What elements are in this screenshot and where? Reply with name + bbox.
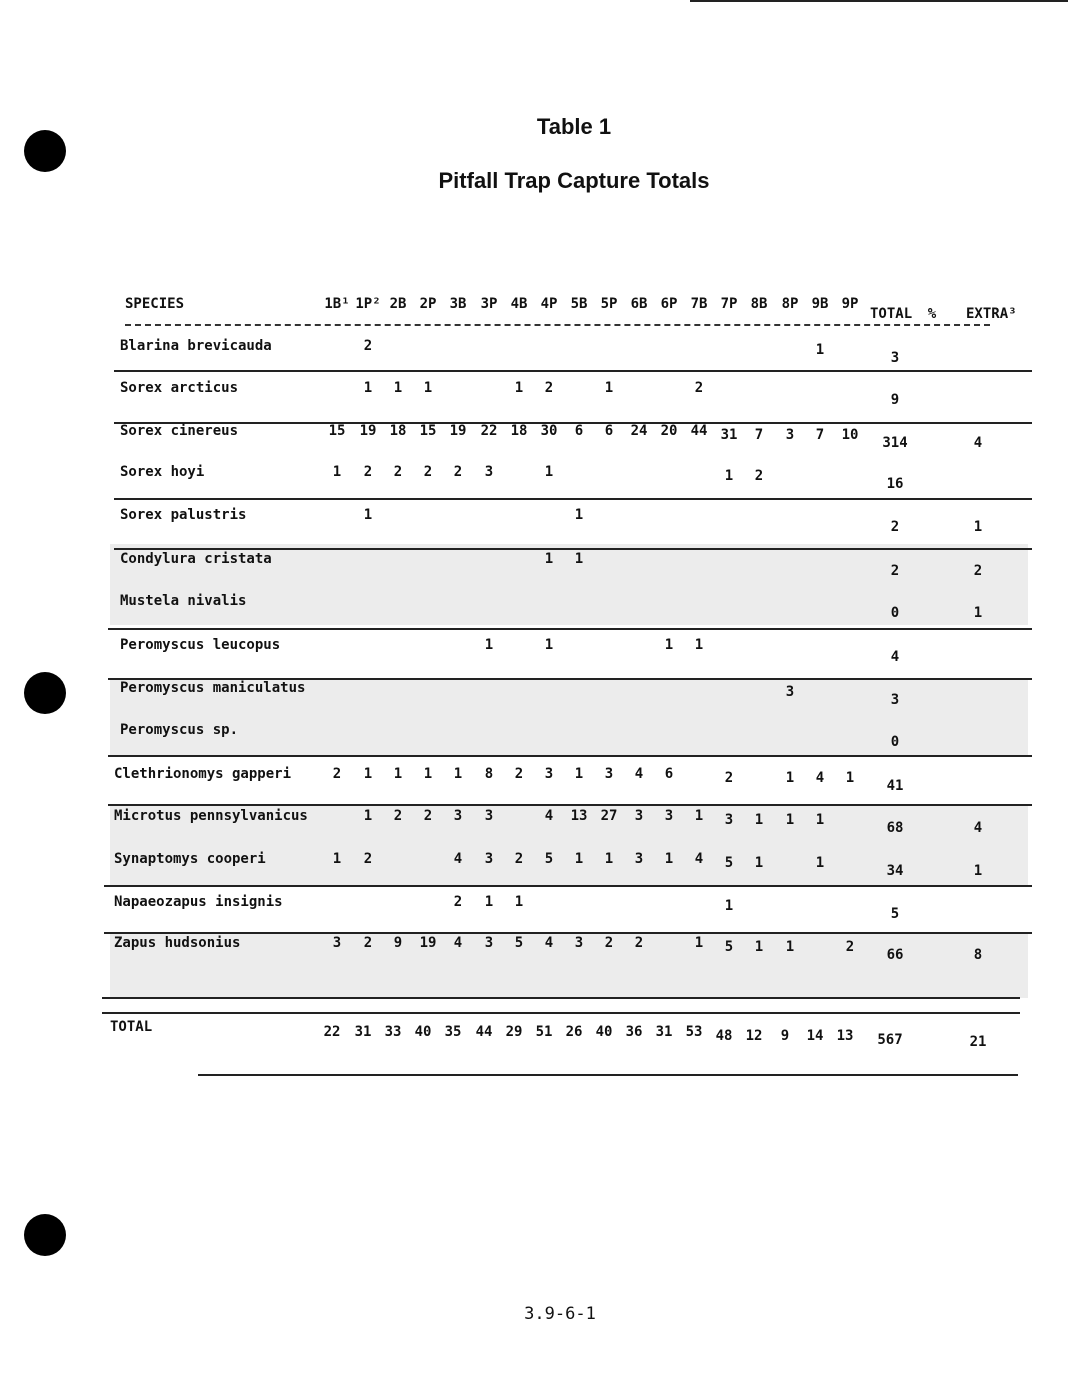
count-cell: 1	[363, 808, 373, 824]
totals-cell: 40	[414, 1024, 432, 1040]
header-station: 5P	[600, 296, 618, 312]
count-cell: 1	[453, 766, 463, 782]
totals-cell: 36	[625, 1024, 643, 1040]
count-cell: 2	[694, 380, 704, 396]
count-cell: 1	[604, 380, 614, 396]
count-cell: 5	[544, 851, 554, 867]
totals-cell: 33	[384, 1024, 402, 1040]
count-cell: 1	[754, 939, 764, 955]
count-cell: 1	[393, 766, 403, 782]
count-cell: 5	[514, 935, 524, 951]
count-cell: 1	[845, 770, 855, 786]
row-divider	[108, 628, 1032, 630]
count-cell: 3	[785, 427, 795, 443]
count-cell: 19	[359, 423, 377, 439]
count-cell: 2	[514, 766, 524, 782]
species-name: Sorex arcticus	[120, 380, 239, 396]
count-cell: 2	[363, 935, 373, 951]
species-name: Sorex palustris	[120, 507, 247, 523]
row-total: 314	[882, 435, 908, 451]
totals-cell: 29	[505, 1024, 523, 1040]
page-title: Table 1	[536, 114, 612, 139]
count-cell: 1	[484, 894, 494, 910]
species-name: Synaptomys cooperi	[114, 851, 266, 867]
count-cell: 1	[332, 464, 342, 480]
totals-cell: 40	[595, 1024, 613, 1040]
count-cell: 19	[419, 935, 437, 951]
count-cell: 1	[754, 812, 764, 828]
count-cell: 1	[544, 464, 554, 480]
species-name: Peromyscus maniculatus	[120, 680, 306, 696]
totals-label: TOTAL	[110, 1019, 153, 1035]
row-total: 68	[886, 820, 904, 836]
count-cell: 5	[724, 855, 734, 871]
totals-cell: 31	[354, 1024, 372, 1040]
totals-cell: 35	[444, 1024, 462, 1040]
count-cell: 2	[604, 935, 614, 951]
count-cell: 19	[449, 423, 467, 439]
count-cell: 1	[785, 939, 795, 955]
count-cell: 4	[544, 935, 554, 951]
count-cell: 1	[574, 507, 584, 523]
count-cell: 3	[724, 812, 734, 828]
punch-hole-middle	[24, 672, 66, 714]
punch-hole-bottom	[24, 1214, 66, 1256]
header-station: 8P	[781, 296, 799, 312]
count-cell: 2	[453, 464, 463, 480]
row-total: 4	[890, 649, 900, 665]
count-cell: 3	[544, 766, 554, 782]
count-cell: 4	[694, 851, 704, 867]
count-cell: 2	[845, 939, 855, 955]
row-divider	[102, 1012, 1020, 1014]
count-cell: 2	[754, 468, 764, 484]
count-cell: 2	[393, 464, 403, 480]
header-station: 7P	[720, 296, 738, 312]
count-cell: 1	[694, 935, 704, 951]
totals-cell: 9	[780, 1028, 790, 1044]
count-cell: 3	[604, 766, 614, 782]
totals-cell: 13	[836, 1028, 854, 1044]
count-cell: 2	[724, 770, 734, 786]
header-percent: %	[927, 306, 937, 322]
count-cell: 1	[363, 766, 373, 782]
count-cell: 2	[363, 851, 373, 867]
count-cell: 2	[363, 464, 373, 480]
count-cell: 1	[724, 898, 734, 914]
row-divider	[102, 997, 1020, 999]
row-divider	[104, 885, 1032, 887]
count-cell: 30	[540, 423, 558, 439]
count-cell: 1	[484, 637, 494, 653]
count-cell: 1	[423, 766, 433, 782]
count-cell: 24	[630, 423, 648, 439]
row-total: 66	[886, 947, 904, 963]
row-extra: 1	[973, 863, 983, 879]
row-divider	[114, 548, 1032, 550]
count-cell: 1	[363, 380, 373, 396]
header-station: 9P	[841, 296, 859, 312]
header-station: 1B¹	[324, 296, 350, 312]
count-cell: 1	[694, 808, 704, 824]
count-cell: 2	[363, 338, 373, 354]
row-total: 0	[890, 734, 900, 750]
species-name: Napaeozapus insignis	[114, 894, 283, 910]
header-extra: EXTRA³	[966, 306, 1017, 322]
count-cell: 9	[393, 935, 403, 951]
count-cell: 7	[754, 427, 764, 443]
count-cell: 1	[574, 851, 584, 867]
header-station: 6P	[660, 296, 678, 312]
count-cell: 4	[453, 935, 463, 951]
row-extra: 4	[973, 435, 983, 451]
grand-total: 567	[877, 1032, 903, 1048]
count-cell: 6	[574, 423, 584, 439]
page-subtitle: Pitfall Trap Capture Totals	[438, 168, 710, 193]
count-cell: 3	[332, 935, 342, 951]
count-cell: 1	[815, 342, 825, 358]
count-cell: 1	[514, 894, 524, 910]
count-cell: 3	[664, 808, 674, 824]
count-cell: 15	[419, 423, 437, 439]
row-total: 9	[890, 392, 900, 408]
header-total: TOTAL	[870, 306, 913, 322]
count-cell: 1	[363, 507, 373, 523]
count-cell: 27	[600, 808, 618, 824]
count-cell: 3	[574, 935, 584, 951]
count-cell: 1	[785, 812, 795, 828]
species-name: Mustela nivalis	[120, 593, 247, 609]
count-cell: 1	[815, 812, 825, 828]
row-divider	[108, 755, 1032, 757]
species-name: Condylura cristata	[120, 551, 272, 567]
row-extra: 1	[973, 519, 983, 535]
species-name: Sorex hoyi	[120, 464, 205, 480]
count-cell: 10	[841, 427, 859, 443]
count-cell: 2	[634, 935, 644, 951]
row-divider	[104, 932, 1032, 934]
top-edge-line	[690, 0, 1068, 2]
row-total: 41	[886, 778, 904, 794]
count-cell: 3	[453, 808, 463, 824]
count-cell: 4	[453, 851, 463, 867]
header-station: 3P	[480, 296, 498, 312]
count-cell: 1	[544, 551, 554, 567]
count-cell: 4	[634, 766, 644, 782]
species-name: Sorex cinereus	[120, 423, 239, 439]
count-cell: 3	[484, 851, 494, 867]
count-cell: 18	[389, 423, 407, 439]
count-cell: 4	[544, 808, 554, 824]
row-total: 16	[886, 476, 904, 492]
count-cell: 3	[634, 851, 644, 867]
row-total: 3	[890, 350, 900, 366]
totals-cell: 12	[745, 1028, 763, 1044]
totals-cell: 31	[655, 1024, 673, 1040]
count-cell: 18	[510, 423, 528, 439]
count-cell: 1	[332, 851, 342, 867]
species-name: Blarina brevicauda	[120, 338, 272, 354]
row-extra: 2	[973, 563, 983, 579]
header-station: 7B	[690, 296, 708, 312]
count-cell: 15	[328, 423, 346, 439]
count-cell: 13	[570, 808, 588, 824]
row-divider	[114, 498, 1032, 500]
species-name: Zapus hudsonius	[114, 935, 241, 951]
header-station: 4P	[540, 296, 558, 312]
header-station: 4B	[510, 296, 528, 312]
count-cell: 3	[634, 808, 644, 824]
row-extra: 8	[973, 947, 983, 963]
count-cell: 3	[484, 935, 494, 951]
count-cell: 1	[574, 766, 584, 782]
header-station: 1P²	[355, 296, 381, 312]
row-total: 3	[890, 692, 900, 708]
totals-cell: 26	[565, 1024, 583, 1040]
count-cell: 2	[453, 894, 463, 910]
totals-cell: 53	[685, 1024, 703, 1040]
header-species: SPECIES	[125, 296, 185, 312]
count-cell: 1	[815, 855, 825, 871]
count-cell: 2	[423, 464, 433, 480]
count-cell: 1	[514, 380, 524, 396]
row-total: 34	[886, 863, 904, 879]
count-cell: 5	[724, 939, 734, 955]
extra-total: 21	[969, 1034, 987, 1050]
totals-cell: 22	[323, 1024, 341, 1040]
count-cell: 1	[423, 380, 433, 396]
header-station: 2B	[389, 296, 407, 312]
row-divider	[198, 1074, 1018, 1076]
count-cell: 4	[815, 770, 825, 786]
count-cell: 7	[815, 427, 825, 443]
count-cell: 1	[393, 380, 403, 396]
row-total: 5	[890, 906, 900, 922]
count-cell: 1	[664, 851, 674, 867]
count-cell: 1	[785, 770, 795, 786]
count-cell: 1	[664, 637, 674, 653]
count-cell: 31	[720, 427, 738, 443]
page-number: 3.9-6-1	[524, 1304, 596, 1324]
count-cell: 3	[484, 464, 494, 480]
header-dash-rule	[125, 324, 990, 326]
row-total: 2	[890, 519, 900, 535]
species-name: Microtus pennsylvanicus	[114, 808, 308, 824]
count-cell: 1	[574, 551, 584, 567]
row-divider	[108, 804, 1032, 806]
header-station: 8B	[750, 296, 768, 312]
count-cell: 44	[690, 423, 708, 439]
totals-cell: 48	[715, 1028, 733, 1044]
count-cell: 1	[544, 637, 554, 653]
count-cell: 8	[484, 766, 494, 782]
count-cell: 2	[332, 766, 342, 782]
count-cell: 1	[694, 637, 704, 653]
count-cell: 6	[664, 766, 674, 782]
count-cell: 6	[604, 423, 614, 439]
totals-cell: 51	[535, 1024, 553, 1040]
count-cell: 2	[423, 808, 433, 824]
species-name: Clethrionomys gapperi	[114, 766, 292, 782]
species-name: Peromyscus leucopus	[120, 637, 281, 653]
row-divider	[114, 370, 1032, 372]
header-station: 2P	[419, 296, 437, 312]
count-cell: 2	[393, 808, 403, 824]
count-cell: 1	[724, 468, 734, 484]
row-total: 2	[890, 563, 900, 579]
row-extra: 4	[973, 820, 983, 836]
count-cell: 22	[480, 423, 498, 439]
count-cell: 2	[514, 851, 524, 867]
totals-cell: 44	[475, 1024, 493, 1040]
header-station: 3B	[449, 296, 467, 312]
header-station: 6B	[630, 296, 648, 312]
header-station: 5B	[570, 296, 588, 312]
row-extra: 1	[973, 605, 983, 621]
totals-cell: 14	[806, 1028, 824, 1044]
count-cell: 20	[660, 423, 678, 439]
header-station: 9B	[811, 296, 829, 312]
species-name: Peromyscus sp.	[120, 722, 239, 738]
count-cell: 2	[544, 380, 554, 396]
row-total: 0	[890, 605, 900, 621]
count-cell: 1	[754, 855, 764, 871]
count-cell: 1	[604, 851, 614, 867]
count-cell: 3	[484, 808, 494, 824]
count-cell: 3	[785, 684, 795, 700]
